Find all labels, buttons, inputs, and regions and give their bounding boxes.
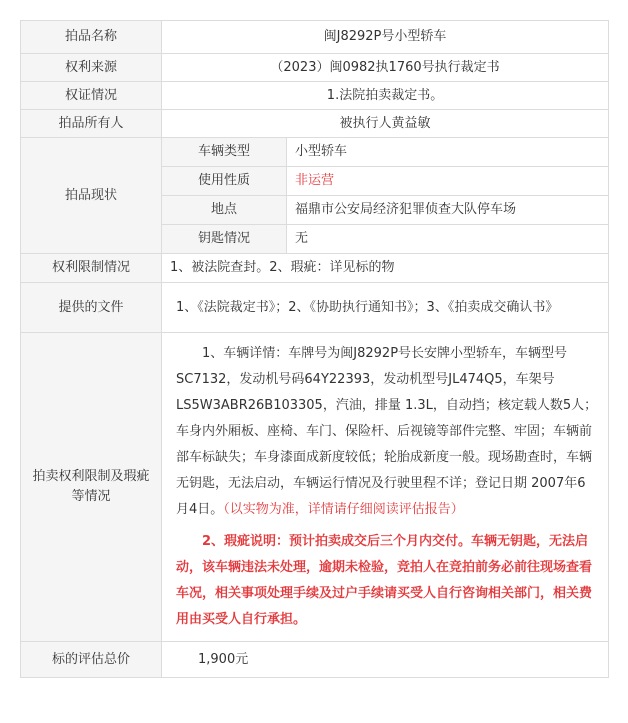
vehicle-details-text: 1、车辆详情：车牌号为闽J8292P号长安牌小型轿车，车辆型号SC7132，发动机号码64Y22393，发动机型号JL474Q5，车架号LS5W3ABR26B103305，汽油，排量 1.3L，自动挡；核定载人数5人；车身内外厢板、座椅、车门、保险杆、后视镜等部件完整、牢固；车辆前部车标缺失；车身漆面成新度较低；轮胎成新度一般。现场勘查时，车辆无钥匙，无法启动，车辆运行情况及行驶里程不详；登记日期 2007年6月4日。	[176, 346, 598, 517]
location-value: 福鼎市公安局经济犯罪侦查大队停车场	[287, 196, 609, 225]
row-certificate	[21, 82, 609, 110]
restriction-label: 权利限制情况	[21, 254, 162, 283]
defects-description	[162, 333, 609, 642]
auction-info-table	[20, 20, 609, 678]
key-label: 钥匙情况	[162, 225, 287, 254]
owner-label: 拍品所有人	[21, 110, 162, 138]
price-label: 标的评估总价	[21, 642, 162, 678]
restriction-value: 1、被法院查封。2、瑕疵：详见标的物	[162, 254, 609, 283]
rights-source-label: 权利来源	[21, 54, 162, 82]
row-status-vehicle-type	[21, 138, 609, 167]
vehicle-type-value: 小型轿车	[287, 138, 609, 167]
row-item-name	[21, 21, 609, 54]
status-label: 拍品现状	[21, 138, 162, 254]
row-defects	[21, 333, 609, 642]
documents-value: 1、《法院裁定书》；2、《协助执行通知书》；3、《拍卖成交确认书》	[162, 283, 609, 333]
price-value: 1,900元	[162, 642, 609, 678]
defects-label: 拍卖权利限制及瑕疵等情况	[21, 333, 162, 642]
location-label: 地点	[162, 196, 287, 225]
owner-value: 被执行人黄益敏	[162, 110, 609, 138]
evaluation-note: （以实物为准，详情请仔细阅读评估报告）	[223, 502, 464, 517]
usage-value: 非运营	[287, 167, 609, 196]
usage-label: 使用性质	[162, 167, 287, 196]
defect-statement: 2、瑕疵说明：预计拍卖成交后三个月内交付。车辆无钥匙，无法启动，该车辆违法未处理，逾期未检验，竞拍人在竞拍前务必前往现场查看车况，相关事项处理手续及过户手续请买受人自行咨询相关部门，相关费用由买受人自行承担。	[176, 534, 593, 627]
vehicle-type-label: 车辆类型	[162, 138, 287, 167]
item-name-value: 闽J8292P号小型轿车	[162, 21, 609, 54]
documents-label: 提供的文件	[21, 283, 162, 333]
certificate-label: 权证情况	[21, 82, 162, 110]
row-documents	[21, 283, 609, 333]
row-restriction	[21, 254, 609, 283]
row-owner	[21, 110, 609, 138]
key-value: 无	[287, 225, 609, 254]
vehicle-details-paragraph	[176, 341, 598, 523]
row-price	[21, 642, 609, 678]
certificate-value: 1.法院拍卖裁定书。	[162, 82, 609, 110]
row-rights-source	[21, 54, 609, 82]
item-name-label: 拍品名称	[21, 21, 162, 54]
rights-source-value: （2023）闽0982执1760号执行裁定书	[162, 54, 609, 82]
